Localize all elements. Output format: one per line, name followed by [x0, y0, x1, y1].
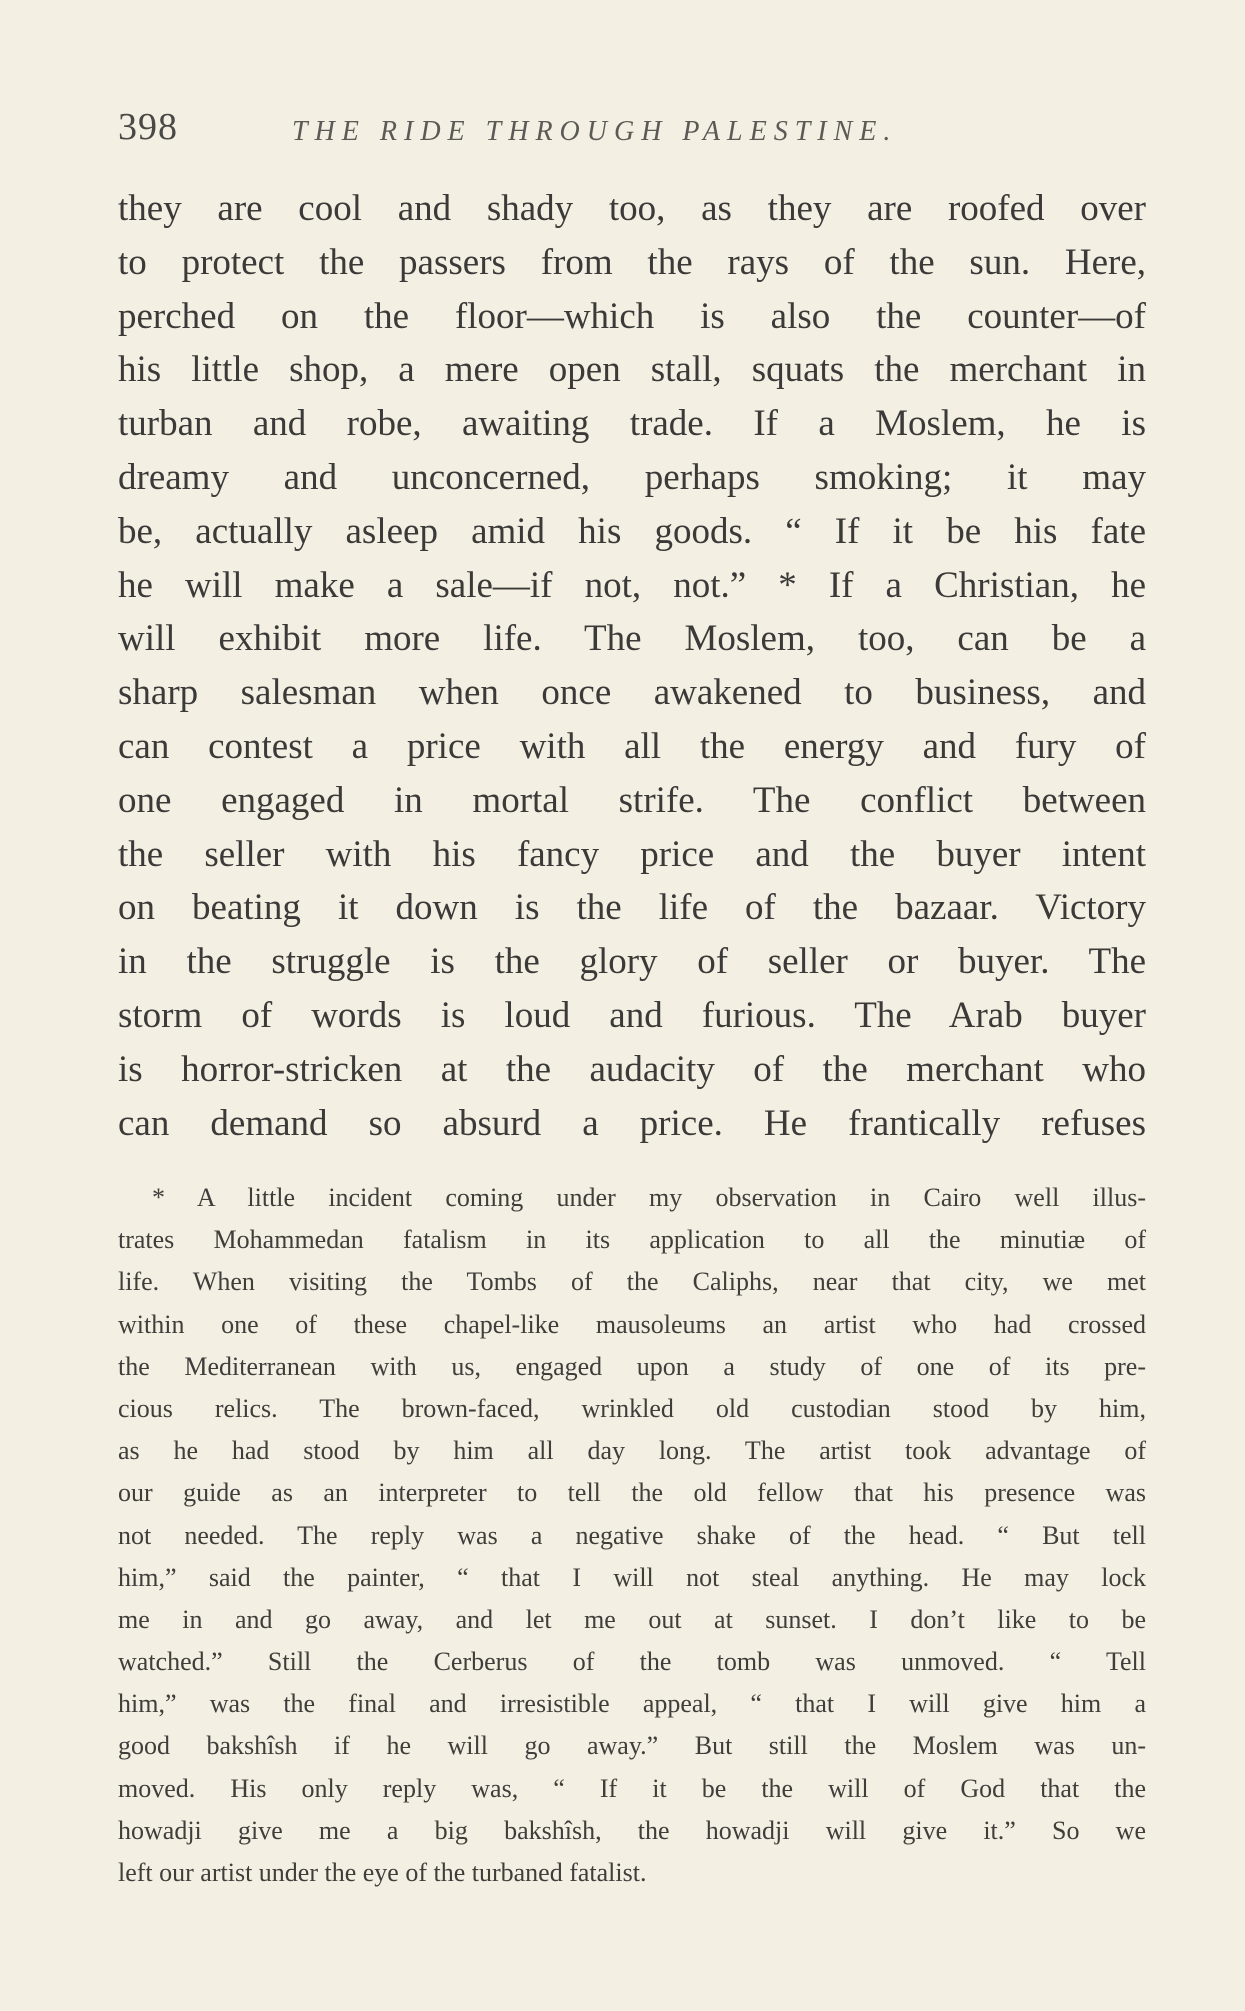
body-line: to protect the passers from the rays of the sun. Here, [118, 241, 1146, 283]
footnote [118, 1177, 1146, 1894]
footnote-line: me in and go away, and let me out at sunset. I don’t like to be [118, 1604, 1146, 1634]
footnote-line: trates Mohammedan fatalism in its application to all the minutiæ of [118, 1225, 1146, 1255]
body-line: in the struggle is the glory of seller or buyer. The [118, 941, 1146, 983]
footnote-line: good bakshîsh if he will go away.” But still the Moslem was un- [118, 1731, 1146, 1761]
body-line: will exhibit more life. The Moslem, too, can be a [118, 618, 1146, 660]
footnote-line: him,” said the painter, “ that I will not steal anything. He may lock [118, 1562, 1146, 1592]
running-title: THE RIDE THROUGH PALESTINE. [292, 116, 898, 147]
footnote-line: left our artist under the eye of the turbaned fatalist. [118, 1858, 647, 1887]
footnote-line: him,” was the final and irresistible appeal, “ that I will give him a [118, 1689, 1146, 1719]
footnote-line: our guide as an interpreter to tell the old fellow that his presence was [118, 1478, 1146, 1508]
body-line: can contest a price with all the energy and fury of [118, 725, 1146, 767]
footnote-line: within one of these chapel-like mausoleums an artist who had crossed [118, 1309, 1146, 1339]
body-line: be, actually asleep amid his goods. “ If it be his fate [118, 510, 1146, 552]
body-line: the seller with his fancy price and the buyer intent [118, 833, 1146, 875]
body-line: on beating it down is the life of the bazaar. Victory [118, 887, 1146, 929]
body-line: storm of words is loud and furious. The Arab buyer [118, 994, 1146, 1036]
body-line: sharp salesman when once awakened to business, and [118, 672, 1146, 714]
body-line: turban and robe, awaiting trade. If a Moslem, he is [118, 403, 1146, 445]
body-paragraph [118, 182, 1146, 1150]
body-line: one engaged in mortal strife. The conflict between [118, 779, 1146, 821]
footnote-line: the Mediterranean with us, engaged upon a study of one of its pre- [118, 1351, 1146, 1381]
body-line: perched on the floor—which is also the counter—of [118, 295, 1146, 337]
footnote-line: watched.” Still the Cerberus of the tomb was unmoved. “ Tell [118, 1647, 1146, 1677]
body-line: his little shop, a mere open stall, squats the merchant in [118, 349, 1146, 391]
page-number: 398 [118, 106, 178, 148]
body-line: they are cool and shady too, as they are roofed over [118, 188, 1146, 229]
body-line: he will make a sale—if not, not.” * If a Christian, he [118, 564, 1146, 606]
body-line: is horror-stricken at the audacity of the merchant who [118, 1048, 1146, 1090]
body-line: can demand so absurd a price. He frantically refuses [118, 1102, 1146, 1144]
footnote-line: cious relics. The brown-faced, wrinkled old custodian stood by him, [118, 1393, 1146, 1423]
footnote-line: life. When visiting the Tombs of the Caliphs, near that city, we met [118, 1267, 1146, 1297]
body-line: dreamy and unconcerned, perhaps smoking; it may [118, 456, 1146, 498]
footnote-line: not needed. The reply was a negative shake of the head. “ But tell [118, 1520, 1146, 1550]
footnote-line: howadji give me a big bakshîsh, the howadji will give it.” So we [118, 1815, 1146, 1845]
footnote-line: * A little incident coming under my observation in Cairo well illus- [152, 1183, 1146, 1212]
footnote-line: moved. His only reply was, “ If it be the will of God that the [118, 1773, 1146, 1803]
footnote-line: as he had stood by him all day long. The artist took advantage of [118, 1436, 1146, 1466]
